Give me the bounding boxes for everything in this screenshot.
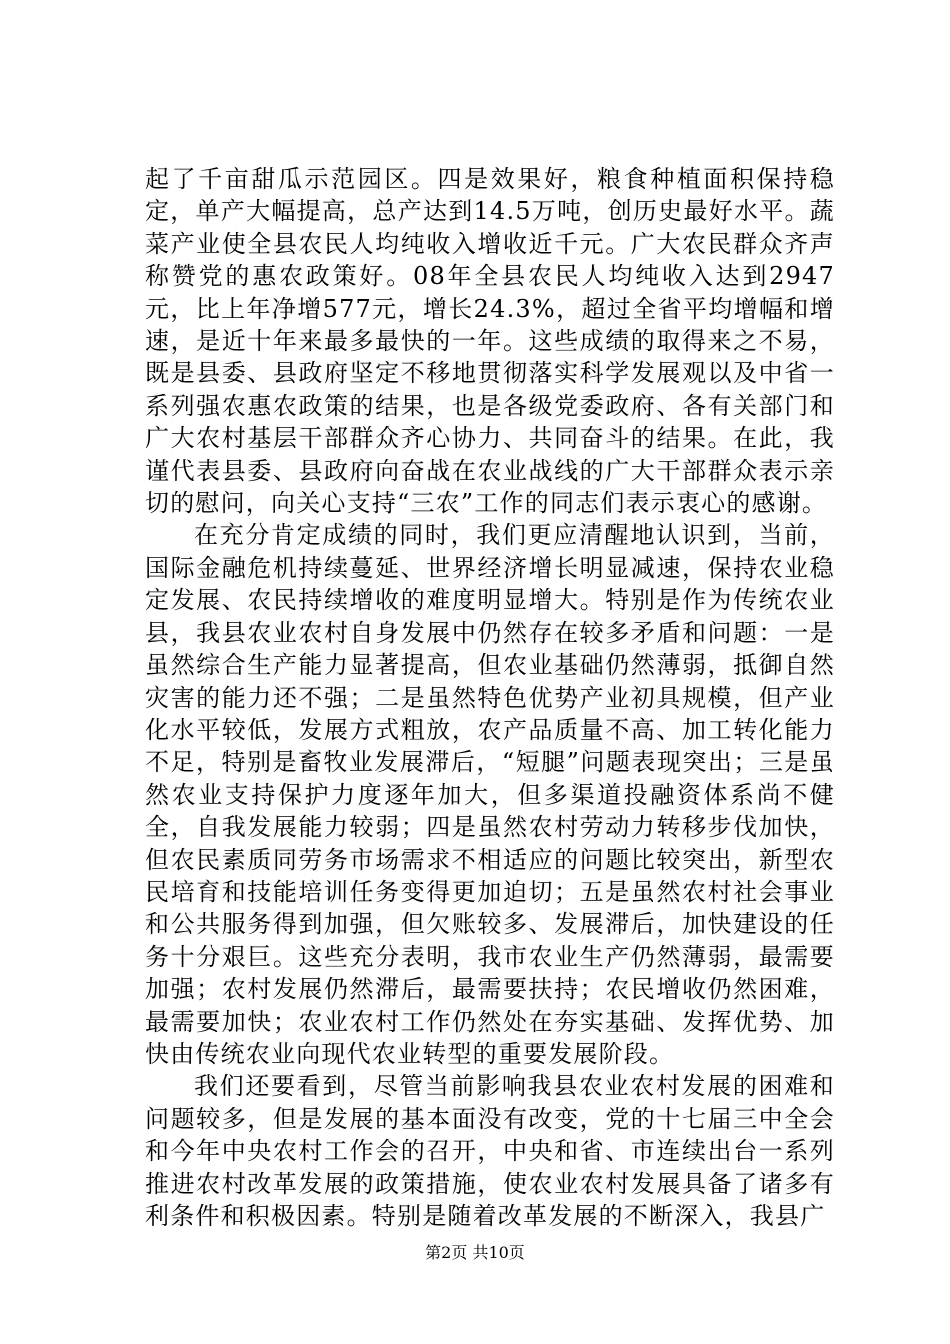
document-body bbox=[145, 163, 835, 1232]
paragraph: 我们还要看到，尽管当前影响我县农业农村发展的困难和问题较多，但是发展的基本面没有改变，党的十七届三中全会和今年中央农村工作会的召开，中央和省、市连续出台一系列推进农村改革发展的政策措施，使农业农村发展具备了诸多有利条件和积极因素。特别是随着改革发展的不断深入，我县广 bbox=[145, 1072, 835, 1230]
page-number-footer: 第2页 共10页 bbox=[425, 1243, 525, 1262]
paragraph-continued: 起了千亩甜瓜示范园区。四是效果好，粮食种植面积保持稳定，单产大幅提高，总产达到14.5万吨，创历史最好水平。蔬菜产业使全县农民人均纯收入增收近千元。广大农民群众齐声称赞党的惠农政策好。08年全县农民人均纯收入达到2947元，比上年净增577元，增长24.3%，超过全省平均增幅和增速，是近十年来最多最快的一年。这些成绩的取得来之不易，既是县委、县政府坚定不移地贯彻落实科学发展观以及中省一系列强农惠农政策的结果，也是各级党委政府、各有关部门和广大农村基层干部群众齐心协力、共同奋斗的结果。在此，我谨代表县委、县政府向奋战在农业战线的广大干部群众表示亲切的慰问，向关心支持“三农”工作的同志们表示衷心的感谢。 bbox=[145, 165, 835, 518]
paragraph: 在充分肯定成绩的同时，我们更应清醒地认识到，当前，国际金融危机持续蔓延、世界经济增长明显减速，保持农业稳定发展、农民持续增收的难度明显增大。特别是作为传统农业县，我县农业农村自身发展中仍然存在较多矛盾和问题：一是虽然综合生产能力显著提高，但农业基础仍然薄弱，抵御自然灾害的能力还不强；二是虽然特色优势产业初具规模，但产业化水平较低，发展方式粗放，农产品质量不高、加工转化能力不足，特别是畜牧业发展滞后，“短腿”问题表现突出；三是虽然农业支持保护力度逐年加大，但多渠道投融资体系尚不健全，自我发展能力较弱；四是虽然农村劳动力转移步伐加快，但农民素质同劳务市场需求不相适应的问题比较突出，新型农民培育和技能培训任务变得更加迫切；五是虽然农村社会事业和公共服务得到加强，但欠账较多、发展滞后，加快建设的任务十分艰巨。这些充分表明，我市农业生产仍然薄弱，最需要加强；农村发展仍然滞后，最需要扶持；农民增收仍然困难，最需要加快；农业农村工作仍然处在夯实基础、发挥优势、加快由传统农业向现代农业转型的重要发展阶段。 bbox=[145, 521, 835, 1068]
